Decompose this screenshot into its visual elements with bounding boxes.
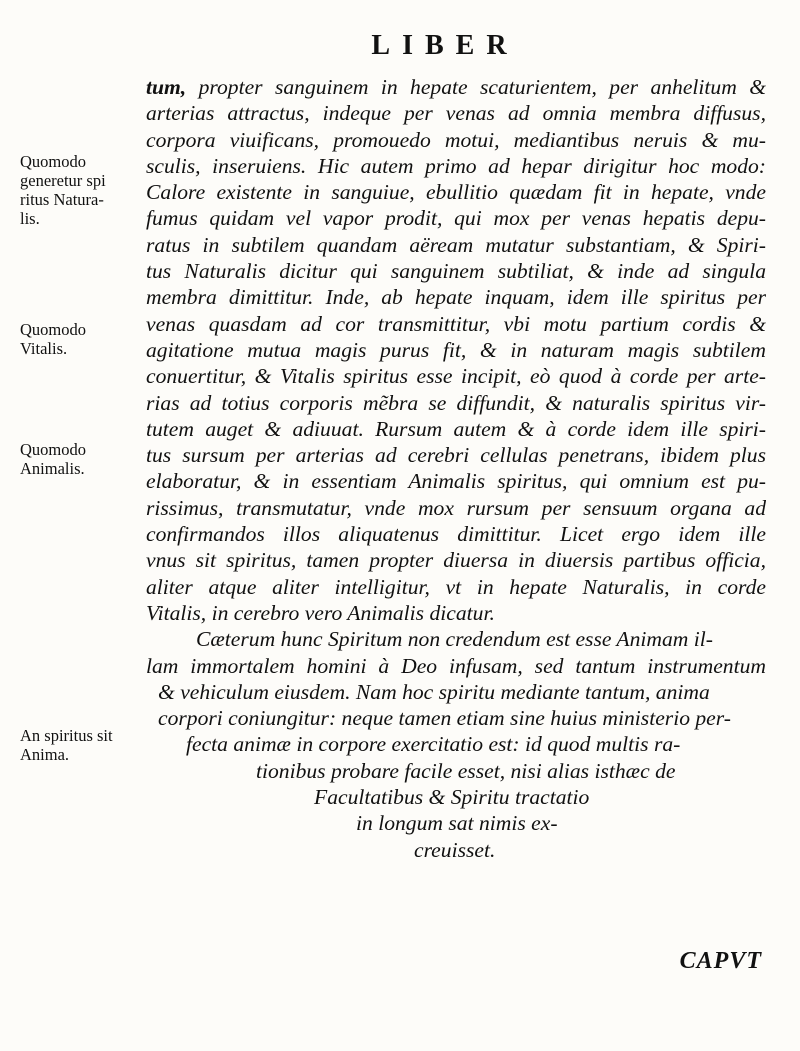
- text-line: Calore existente in sanguiue, ebullitio quædam fit in hepate, vnde: [146, 180, 766, 205]
- text-line: rissimus, transmutatur, vnde mox rursum per sensuum organa ad: [146, 495, 766, 520]
- text-line: Cæterum hunc Spiritum non credendum est esse Animam il-: [196, 627, 713, 652]
- text-line: Facultatibus & Spiritu tractatio: [314, 785, 590, 810]
- text-line: ratus in subtilem quandam aëream mutatur substantiam, & Spiri-: [146, 232, 766, 257]
- text-line: corpora viuificans, promouedo motui, mediantibus neruis & mu-: [146, 127, 766, 152]
- text-line: tus sursum per arterias ad cerebri cellulas penetrans, ibidem plus: [146, 443, 766, 468]
- margin-note-line: Quomodo: [20, 320, 86, 339]
- text-line: Vitalis, in cerebro vero Animalis dicatur.: [146, 600, 495, 625]
- margin-note-line: Quomodo: [20, 152, 86, 171]
- text-line: conuertitur, & Vitalis spiritus esse incipit, eò quod à corde per arte-: [146, 364, 766, 389]
- margin-note-line: Anima.: [20, 745, 70, 764]
- text-line: vnus sit spiritus, tamen propter diuersa in diuersis partibus officia,: [146, 548, 766, 573]
- text-line: venas quasdam ad cor transmittitur, vbi motu partium cordis &: [146, 311, 766, 336]
- margin-note-line: An spiritus sit: [20, 726, 113, 745]
- main-text: [146, 74, 766, 863]
- margin-note-line: Vitalis.: [20, 339, 68, 358]
- text-line: tutem auget & adiuuat. Rursum autem & à corde idem ille spiri-: [146, 416, 766, 441]
- text-line-rest: propter sanguinem in hepate scaturientem, per anhelitum &: [198, 75, 766, 99]
- margin-note-naturalis: [20, 152, 140, 228]
- margin-note-line: lis.: [20, 209, 40, 228]
- text-line: lam immortalem homini à Deo infusam, sed tantum instrumentum: [146, 653, 766, 678]
- margin-note-vitalis: [20, 320, 140, 358]
- margin-note-line: generetur spi: [20, 171, 106, 190]
- text-line: fecta animæ in corpore exercitatio est: id quod multis ra-: [186, 732, 681, 757]
- margin-note-animalis: [20, 440, 140, 478]
- text-line: sculis, inseruiens. Hic autem primo ad hepar dirigitur hoc modo:: [146, 153, 766, 178]
- text-line: & vehiculum eiusdem. Nam hoc spiritu mediante tantum, anima: [158, 679, 710, 704]
- margin-note-line: Quomodo: [20, 440, 86, 459]
- text-line: aliter atque aliter intelligitur, vt in hepate Naturalis, in corde: [146, 574, 766, 599]
- text-line: corpori coniungitur: neque tamen etiam sine huius ministerio per-: [158, 706, 731, 731]
- running-header: LIBER: [371, 30, 519, 61]
- margin-note-line: Animalis.: [20, 459, 85, 478]
- text-line: [146, 74, 766, 100]
- text-line: creuisset.: [414, 837, 496, 862]
- text-line: elaboratur, & in essentiam Animalis spiritus, qui omnium est pu-: [146, 469, 766, 494]
- text-line: rias ad totius corporis mẽbra se diffundit, & naturalis spiritus vir-: [146, 390, 766, 415]
- text-line: arterias attractus, indeque per venas ad omnia membra diffusus,: [146, 101, 766, 126]
- text-line: confirmandos illos aliquatenus dimittitur. Licet ergo idem ille: [146, 522, 766, 547]
- text-line: in longum sat nimis ex-: [356, 811, 558, 836]
- margin-note-anima: [20, 726, 140, 764]
- text-line: agitatione mutua magis purus fit, & in naturam magis subtilem: [146, 337, 766, 362]
- text-line: membra dimittitur. Inde, ab hepate inquam, idem ille spiritus per: [146, 285, 766, 310]
- text-line: fumus quidam vel vapor prodit, qui mox per venas hepatis depu-: [146, 206, 766, 231]
- catchword: CAPVT: [679, 948, 762, 974]
- text-line: tus Naturalis dicitur qui sanguinem subtiliat, & inde ad singula: [146, 259, 766, 284]
- margin-note-line: ritus Natura-: [20, 190, 104, 209]
- text-line: tionibus probare facile esset, nisi alias isthæc de: [256, 758, 676, 783]
- text-lead-word: tum,: [146, 75, 187, 99]
